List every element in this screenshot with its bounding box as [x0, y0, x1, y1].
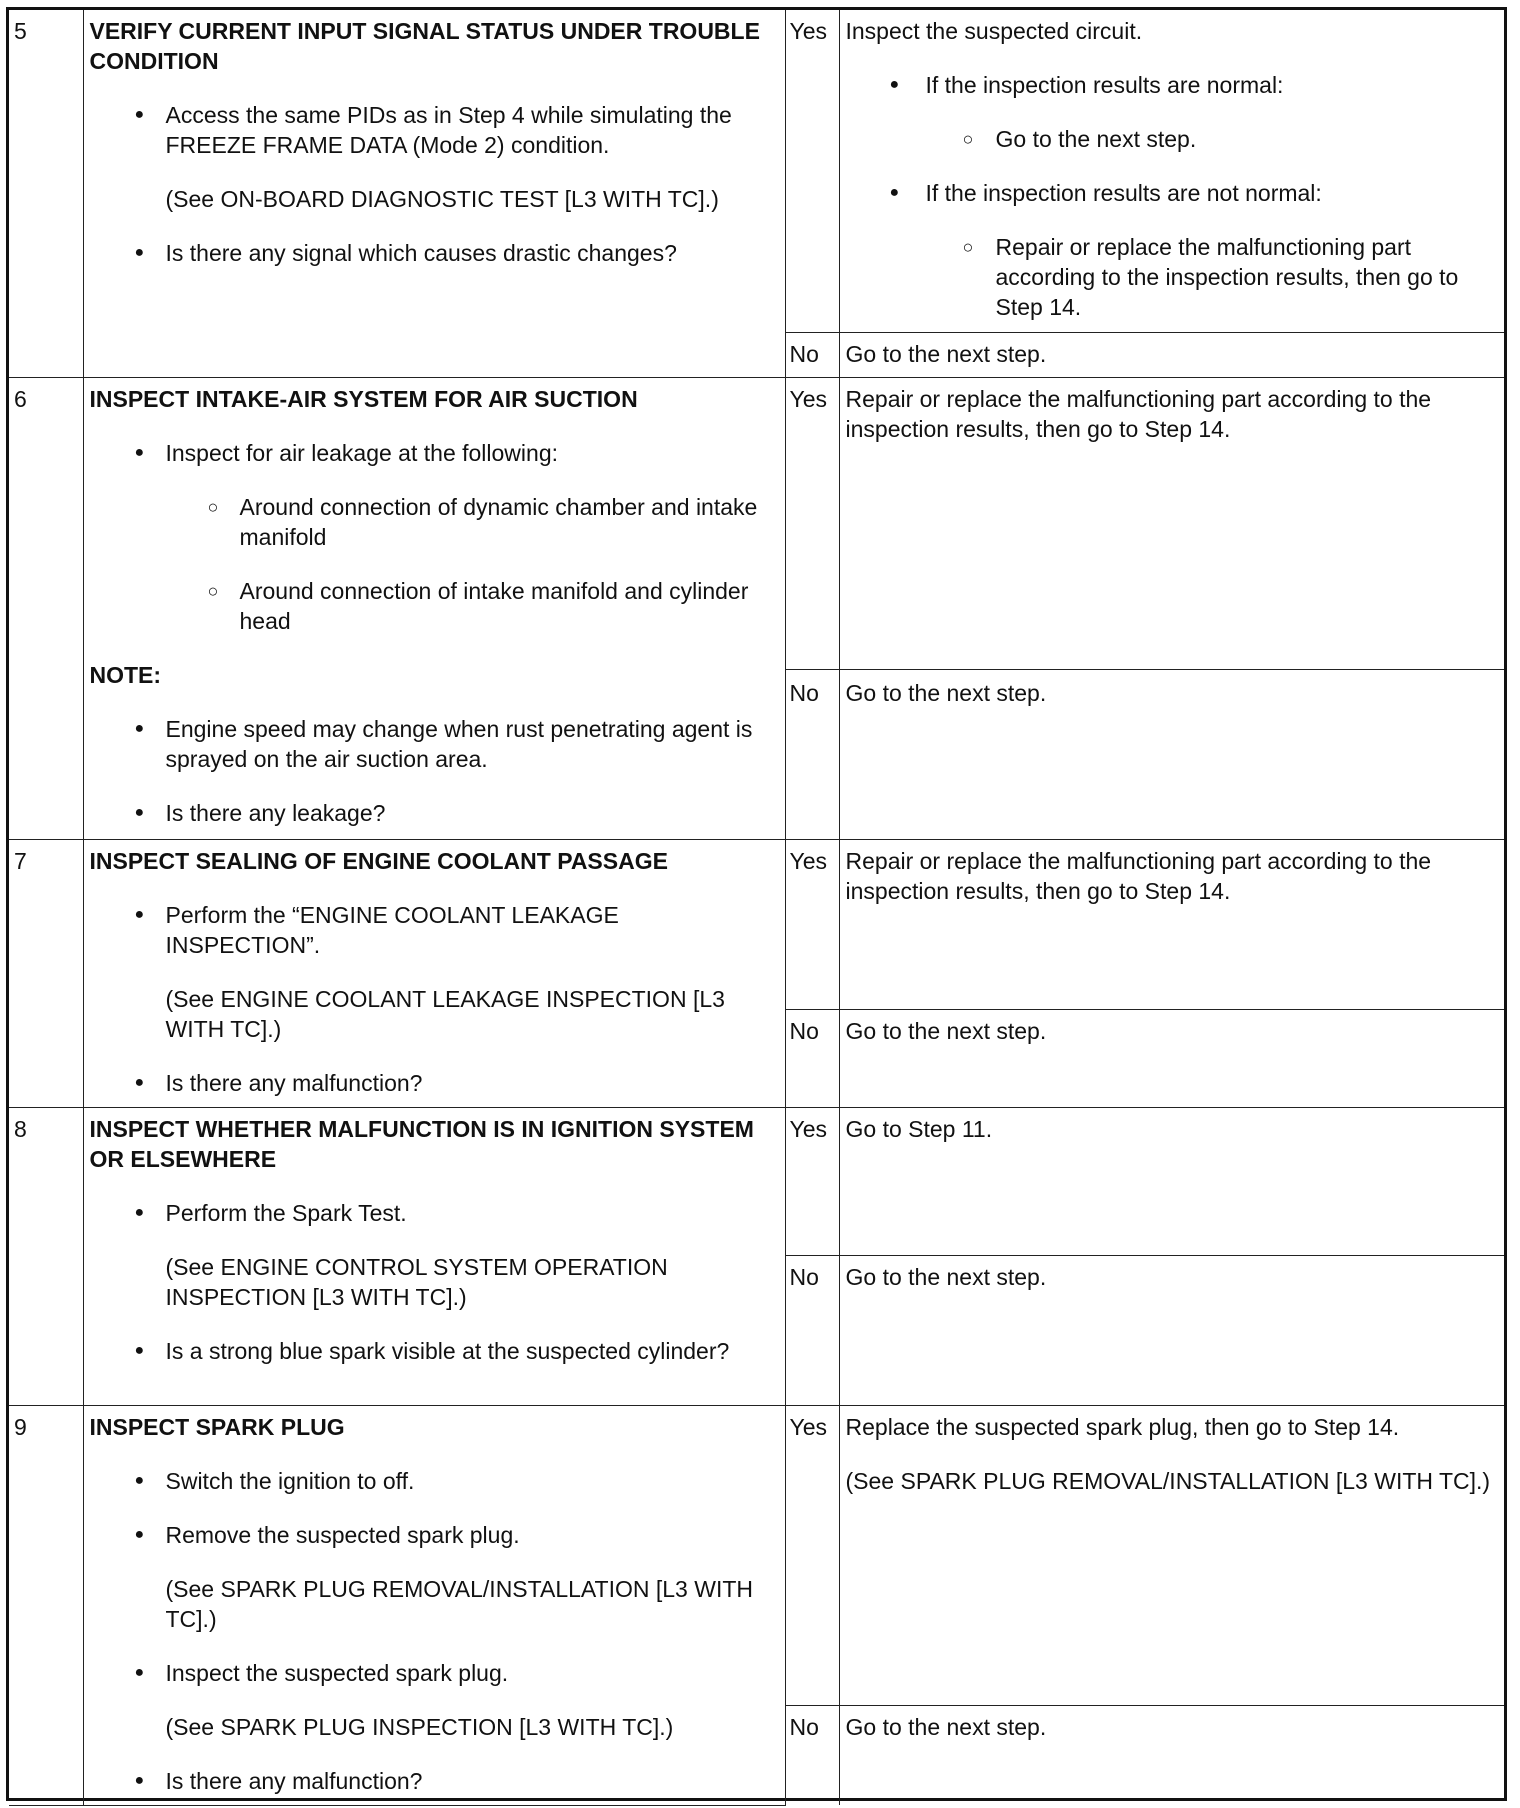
step-5-action-cell — [83, 10, 785, 377]
step-5-yes-row — [9, 10, 1504, 332]
bullet-text: Perform the Spark Test. — [165, 1199, 407, 1226]
yes-result-cell — [839, 10, 1504, 332]
bullet-text: Is there any signal which causes drastic changes? — [165, 240, 677, 266]
see-reference — [90, 984, 779, 1044]
no-label: No — [789, 1263, 819, 1290]
bullet-icon — [135, 1520, 145, 1550]
diagnostic-procedure-table — [6, 7, 1507, 1801]
bullet-icon — [135, 1466, 145, 1496]
result-text: Go to the next step. — [845, 1713, 1047, 1740]
step-heading: INSPECT SEALING OF ENGINE COOLANT PASSAGE — [89, 847, 668, 874]
bullet-text: Is there any leakage? — [165, 799, 386, 826]
result-text: Go to Step 11. — [845, 1115, 993, 1142]
circle-bullet-icon — [963, 232, 974, 264]
step-6-action-cell — [83, 377, 785, 839]
step-7-action-cell — [83, 839, 785, 1107]
bullet-text: Is there any malfunction? — [165, 1767, 423, 1794]
yes-label: Yes — [789, 847, 828, 874]
result-text: Inspect the suspected circuit. — [845, 18, 1143, 44]
bullet-item — [90, 1658, 779, 1688]
step-6-yes-row — [9, 377, 1504, 669]
see-reference — [90, 1252, 779, 1312]
bullet-item — [90, 1336, 779, 1366]
yes-label-cell — [785, 10, 839, 332]
note-bullet-item — [90, 714, 779, 774]
no-label: No — [789, 340, 819, 367]
see-reference — [90, 184, 779, 214]
bullet-icon — [890, 178, 900, 208]
step-number: 5 — [14, 18, 27, 44]
circle-bullet-icon — [963, 124, 974, 156]
step-9-action-cell — [83, 1405, 785, 1805]
bullet-item — [90, 900, 779, 960]
bullet-text: Inspect for air leakage at the following: — [165, 439, 559, 466]
step-9-yes-row — [9, 1405, 1504, 1705]
result-sub-bullet-text: Repair or replace the malfunctioning part according to the inspection results, then go to Step 14. — [995, 234, 1459, 320]
bullet-item — [90, 1198, 779, 1228]
result-text: Go to the next step. — [845, 1263, 1047, 1290]
sub-bullet-text: Around connection of intake manifold and cylinder head — [239, 577, 749, 634]
circle-bullet-icon — [208, 492, 219, 524]
bullet-text: Inspect the suspected spark plug. — [165, 1659, 509, 1686]
yes-result-cell — [839, 1107, 1504, 1255]
result-text: Go to the next step. — [845, 1017, 1047, 1044]
no-result-cell — [839, 1255, 1504, 1405]
step-heading: VERIFY CURRENT INPUT SIGNAL STATUS UNDER TROUBLE CONDITION — [89, 18, 760, 74]
step-heading: INSPECT SPARK PLUG — [89, 1413, 345, 1440]
bullet-text: Remove the suspected spark plug. — [165, 1521, 520, 1548]
result-bullet — [846, 70, 1499, 100]
result-bullet — [846, 178, 1499, 208]
result-bullet-text: If the inspection results are not normal: — [925, 180, 1322, 206]
result-text: Go to the next step. — [845, 340, 1047, 367]
bullet-icon — [135, 1658, 145, 1688]
yes-result-cell — [839, 839, 1504, 1009]
yes-label-cell — [785, 839, 839, 1009]
yes-label: Yes — [789, 385, 828, 412]
step-8-action-cell — [83, 1107, 785, 1405]
bullet-item — [90, 1466, 779, 1496]
see-reference — [90, 1574, 779, 1634]
no-label-cell — [785, 1255, 839, 1405]
no-label-cell — [785, 669, 839, 839]
bullet-text: Perform the “ENGINE COOLANT LEAKAGE INSPECTION”. — [165, 901, 619, 958]
no-label-cell — [785, 332, 839, 377]
step-8-yes-row — [9, 1107, 1504, 1255]
result-text: Repair or replace the malfunctioning part according to the inspection results, then go to Step 14. — [845, 385, 1432, 442]
step-6-number-cell — [9, 377, 83, 839]
bullet-item — [90, 1068, 779, 1098]
bullet-icon — [135, 438, 145, 468]
bullet-item — [90, 798, 779, 828]
step-number: 8 — [14, 1115, 27, 1142]
see-reference-text: (See SPARK PLUG INSPECTION [L3 WITH TC].) — [165, 1713, 674, 1740]
no-label-cell — [785, 1705, 839, 1805]
bullet-icon — [135, 1198, 145, 1228]
bullet-icon — [135, 1336, 145, 1366]
result-text: Replace the suspected spark plug, then go to Step 14. — [845, 1413, 1400, 1440]
no-result-cell — [839, 1009, 1504, 1107]
sub-bullet-text: Around connection of dynamic chamber and intake manifold — [239, 493, 758, 550]
yes-label: Yes — [789, 1115, 828, 1142]
no-label: No — [789, 1017, 819, 1044]
circle-bullet-icon — [208, 576, 219, 608]
result-sub-bullet — [846, 124, 1499, 154]
yes-label-cell — [785, 1107, 839, 1255]
no-result-cell — [839, 1705, 1504, 1805]
bullet-item — [90, 438, 779, 468]
see-reference-text: (See ON-BOARD DIAGNOSTIC TEST [L3 WITH TC].) — [165, 186, 719, 212]
see-reference — [90, 1712, 779, 1742]
bullet-icon — [135, 100, 145, 130]
bullet-icon — [890, 70, 900, 100]
step-heading: INSPECT WHETHER MALFUNCTION IS IN IGNITION SYSTEM OR ELSEWHERE — [89, 1115, 754, 1172]
result-see-reference: (See SPARK PLUG REMOVAL/INSTALLATION [L3 WITH TC].) — [845, 1467, 1491, 1494]
bullet-text: Access the same PIDs as in Step 4 while simulating the FREEZE FRAME DATA (Mode 2) condition. — [165, 102, 732, 158]
see-reference-text: (See SPARK PLUG REMOVAL/INSTALLATION [L3 WITH TC].) — [165, 1575, 753, 1632]
yes-result-cell — [839, 1405, 1504, 1705]
step-number: 6 — [14, 385, 27, 412]
step-8-number-cell — [9, 1107, 83, 1405]
result-text: Go to the next step. — [845, 679, 1047, 706]
note-bullet-text: Engine speed may change when rust penetrating agent is sprayed on the air suction area. — [165, 715, 753, 772]
bullet-item — [90, 238, 779, 268]
step-5-number-cell — [9, 10, 83, 377]
step-9-number-cell — [9, 1405, 83, 1805]
no-label: No — [789, 679, 819, 706]
yes-result-cell — [839, 377, 1504, 669]
step-heading: INSPECT INTAKE-AIR SYSTEM FOR AIR SUCTION — [89, 385, 638, 412]
steps-table — [9, 10, 1504, 1806]
step-7-number-cell — [9, 839, 83, 1107]
bullet-item — [90, 1766, 779, 1796]
yes-label-cell — [785, 377, 839, 669]
see-reference-text: (See ENGINE CONTROL SYSTEM OPERATION INSPECTION [L3 WITH TC].) — [165, 1253, 668, 1310]
bullet-icon — [135, 238, 145, 268]
bullet-icon — [135, 1068, 145, 1098]
bullet-icon — [135, 1766, 145, 1796]
result-bullet-text: If the inspection results are normal: — [925, 72, 1284, 98]
bullet-text: Switch the ignition to off. — [165, 1467, 415, 1494]
bullet-item — [90, 100, 779, 160]
bullet-icon — [135, 900, 145, 930]
yes-label: Yes — [789, 1413, 828, 1440]
bullet-item — [90, 1520, 779, 1550]
note-label: NOTE: — [89, 661, 162, 688]
step-number: 7 — [14, 847, 27, 874]
bullet-text: Is a strong blue spark visible at the suspected cylinder? — [165, 1337, 730, 1364]
yes-label: Yes — [789, 18, 828, 44]
result-sub-bullet — [846, 232, 1499, 322]
step-7-yes-row — [9, 839, 1504, 1009]
sub-bullet-item — [90, 492, 779, 552]
result-text: Repair or replace the malfunctioning part according to the inspection results, then go to Step 14. — [845, 847, 1432, 904]
see-reference-text: (See ENGINE COOLANT LEAKAGE INSPECTION [L3 WITH TC].) — [165, 985, 725, 1042]
no-result-cell — [839, 332, 1504, 377]
bullet-icon — [135, 714, 145, 744]
yes-label-cell — [785, 1405, 839, 1705]
no-label-cell — [785, 1009, 839, 1107]
result-sub-bullet-text: Go to the next step. — [995, 126, 1197, 152]
step-number: 9 — [14, 1413, 27, 1440]
sub-bullet-item — [90, 576, 779, 636]
bullet-icon — [135, 798, 145, 828]
no-label: No — [789, 1713, 819, 1740]
no-result-cell — [839, 669, 1504, 839]
bullet-text: Is there any malfunction? — [165, 1069, 423, 1096]
